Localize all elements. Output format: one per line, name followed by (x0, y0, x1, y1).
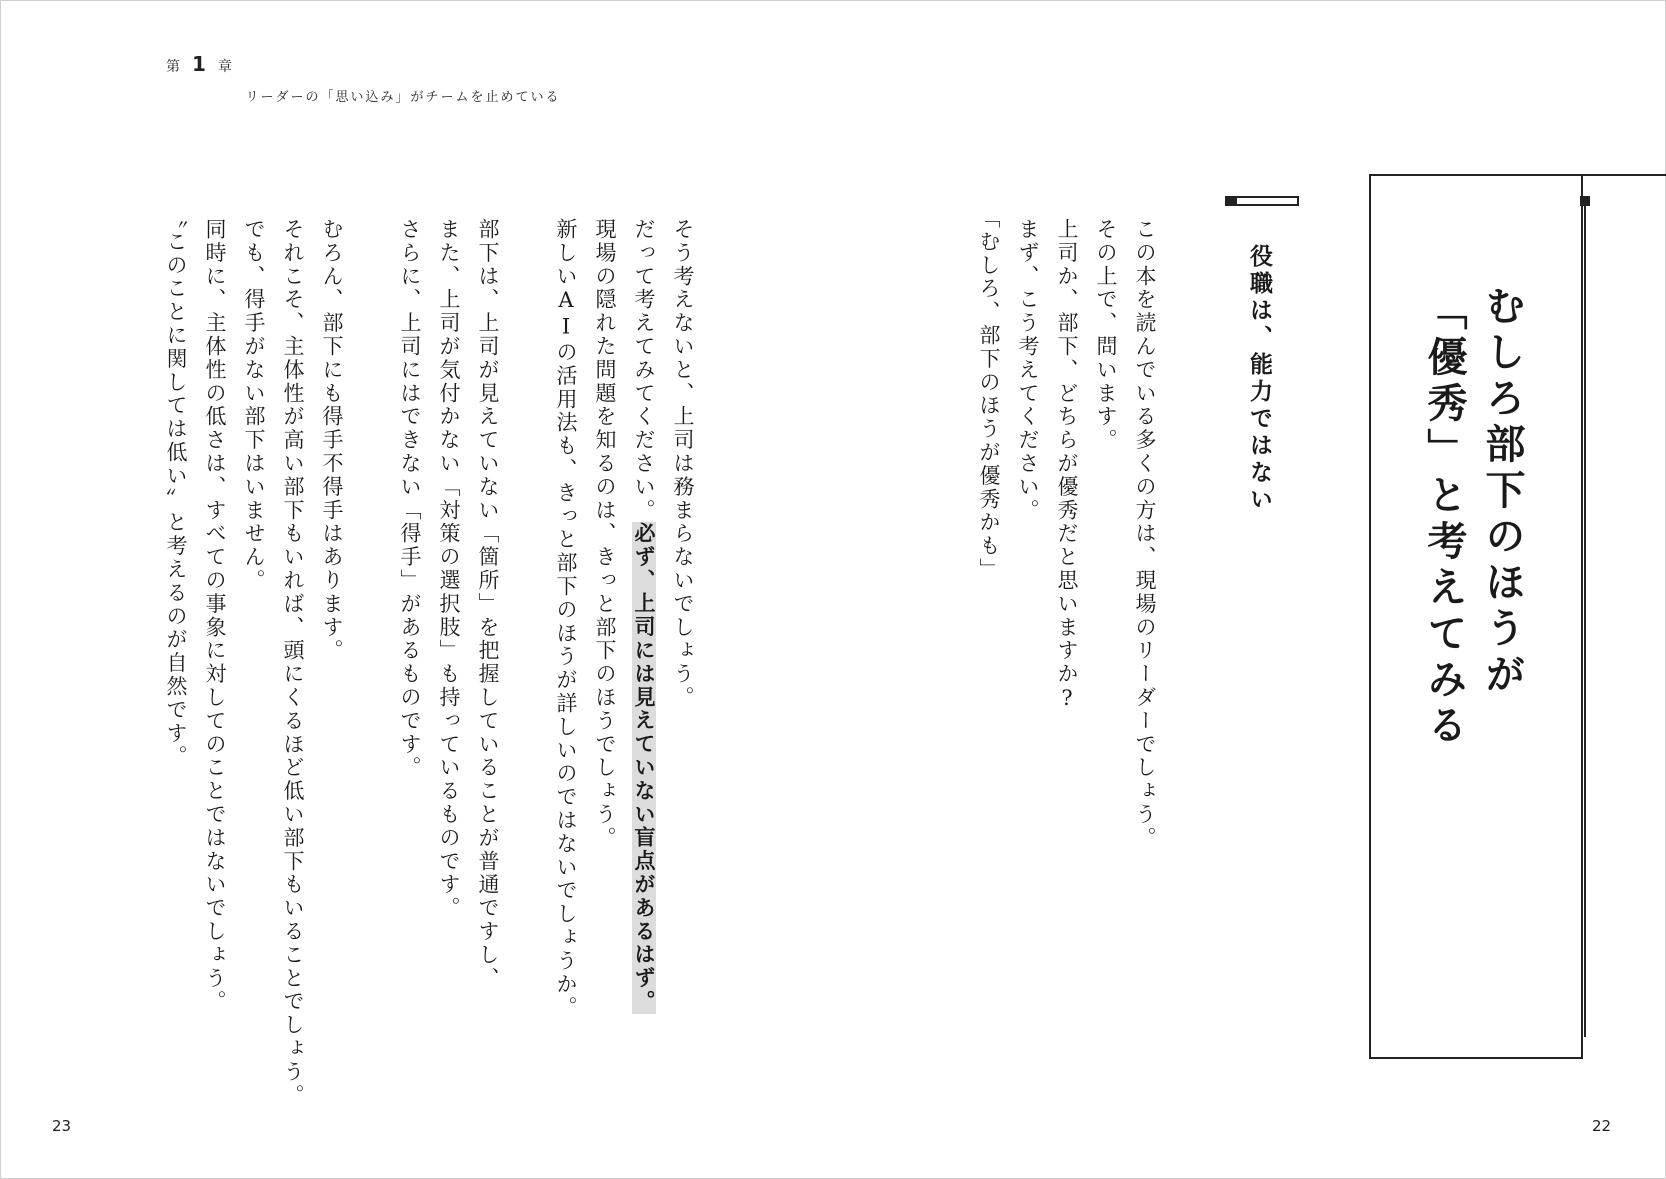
body-line: 新しいAIの活用法も、きっと部下のほうが詳しいのではないでしょうか。 (554, 218, 578, 1020)
heading-marker-fill (1225, 196, 1237, 206)
chapter-suffix: 章 (217, 59, 240, 75)
body-text: だって考えてみてください。 (632, 218, 656, 523)
body-line: そう考えないと、上司は務まらないでしょう。 (671, 218, 695, 710)
body-line: その上で、問います。 (1094, 218, 1118, 452)
body-line: 〝このことに関しては低い〟と考えるのが自然です。 (164, 207, 188, 769)
subsection-heading: 役職は、能力ではない (1246, 244, 1272, 514)
body-line: でも、得手がない部下はいません。 (242, 218, 266, 593)
body-line: まず、こう考えてください。 (1016, 218, 1040, 523)
chapter-prefix: 第 (166, 59, 189, 75)
body-line: 「むしろ、部下のほうが優秀かも」 (977, 207, 1001, 582)
page-number-right: 22 (1592, 1117, 1612, 1135)
body-line: それこそ、主体性が高い部下もいれば、頭にくるほど低い部下もいることでしょう。 (281, 218, 305, 1108)
highlighted-text: 必ず、上司には見えていない盲点があるはず。 (632, 522, 656, 1014)
body-line: 部下は、上司が見えていない「箇所」を把握していることが普通ですし、 (476, 218, 500, 991)
section-title-line1: むしろ部下のほうが (1479, 285, 1525, 699)
body-line: さらに、上司にはできない「得手」があるものです。 (398, 218, 422, 780)
body-line: むろん、部下にも得手不得手はあります。 (320, 218, 344, 663)
body-line: また、上司が気付かない「対策の選択肢」も持っているものです。 (437, 218, 461, 920)
page-number-left: 23 (52, 1117, 72, 1135)
chapter-subtitle: リーダーの「思い込み」がチームを止めている (245, 90, 561, 105)
section-title-line2: 「優秀」と考えてみる (1421, 290, 1467, 750)
title-marker-square (1580, 196, 1590, 206)
chapter-number-heading (0, 52, 1036, 76)
title-frame (1369, 174, 1583, 1059)
title-frame-extension (1583, 174, 1666, 176)
body-line: この本を読んでいる多くの方は、現場のリーダーでしょう。 (1133, 218, 1157, 850)
chapter-number: 1 (192, 52, 214, 76)
body-line: 同時に、主体性の低さは、すべての事象に対してのことではないでしょう。 (203, 218, 227, 1014)
body-line: 上司か、部下、どちらが優秀だと思いますか? (1055, 218, 1079, 713)
body-line (633, 218, 654, 1014)
title-marker-line (1584, 197, 1586, 1037)
body-line: 現場の隠れた問題を知るのは、きっと部下のほうでしょう。 (593, 218, 617, 850)
